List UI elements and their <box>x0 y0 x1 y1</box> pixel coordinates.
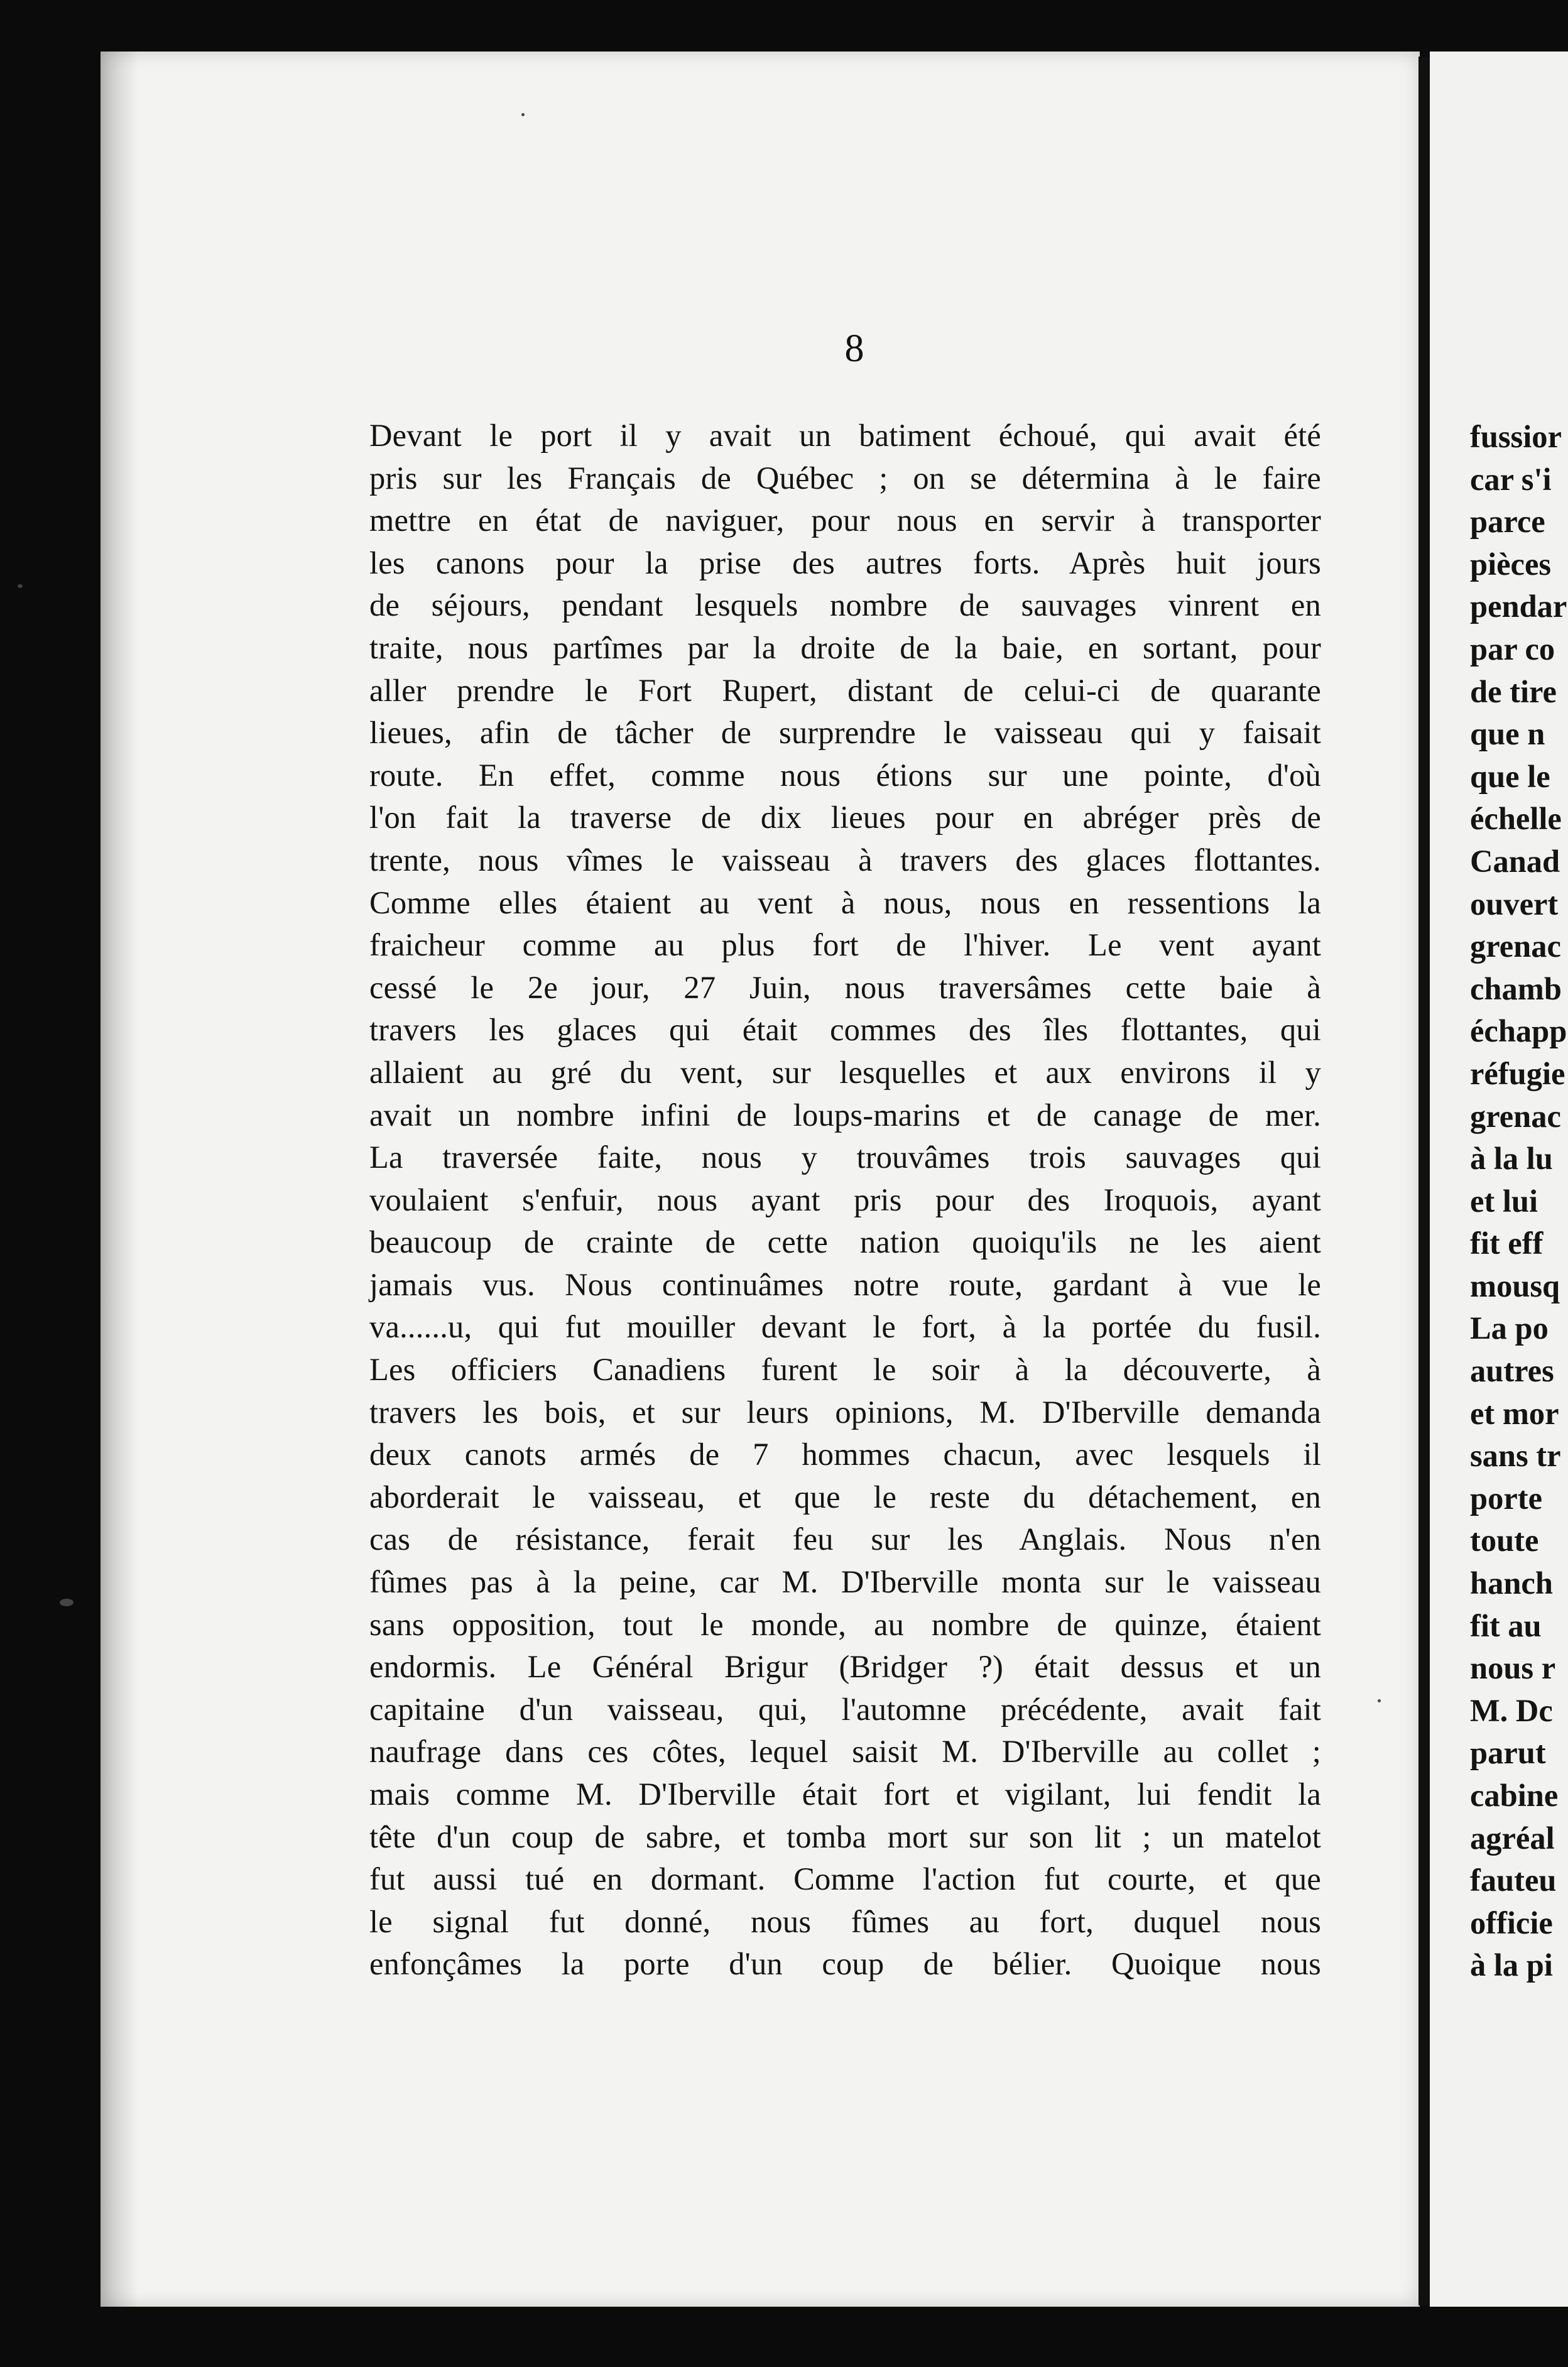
text-line: tête d'un coup de sabre, et tomba mort sur son lit ; un matelot <box>369 1819 1321 1854</box>
right-text-fragment: à la pi <box>1470 1947 1553 1983</box>
text-line: La traversée faite, nous y trouvâmes trois sauvages qui <box>369 1140 1321 1175</box>
text-line: trente, nous vîmes le vaisseau à travers des glaces flottantes. <box>369 842 1321 878</box>
right-text-fragment: fussior <box>1470 419 1562 454</box>
right-page-text-fragments <box>1470 416 1568 1987</box>
right-text-fragment: sans tr <box>1470 1438 1561 1474</box>
right-text-fragment: porte <box>1470 1480 1542 1516</box>
text-line: mettre en état de naviguer, pour nous en servir à transporter <box>369 503 1321 538</box>
text-line: va......u, qui fut mouiller devant le fort, à la portée du fusil. <box>369 1309 1321 1345</box>
text-line: aller prendre le Fort Rupert, distant de celui-ci de quarante <box>369 672 1321 708</box>
text-line: le signal fut donné, nous fûmes au fort, duquel nous <box>369 1903 1321 1939</box>
text-line: lieues, afin de tâcher de surprendre le vaisseau qui y faisait <box>369 715 1321 751</box>
text-line: l'on fait la traverse de dix lieues pour en abréger près de <box>369 800 1321 835</box>
text-line: fûmes pas à la peine, car M. D'Iberville monta sur le vaisseau <box>369 1564 1321 1600</box>
text-line: fut aussi tué en dormant. Comme l'action fut courte, et que <box>369 1861 1321 1897</box>
right-text-fragment: agréal <box>1470 1820 1555 1856</box>
text-line: les canons pour la prise des autres forts. Après huit jours <box>369 545 1321 580</box>
right-text-fragment: car s'i <box>1470 461 1552 497</box>
page-gutter <box>1418 57 1430 2305</box>
scan-speck <box>18 584 23 588</box>
right-text-fragment: ouvert <box>1470 886 1559 922</box>
text-line: endormis. Le Général Brigur (Bridger ?) était dessus et un <box>369 1649 1321 1685</box>
text-line: voulaient s'enfuir, nous ayant pris pour des Iroquois, ayant <box>369 1182 1321 1217</box>
text-line: avait un nombre infini de loups-marins et de canage de mer. <box>369 1097 1321 1133</box>
text-line: Devant le port il y avait un batiment échoué, qui avait été <box>369 418 1321 453</box>
right-text-fragment: pièces <box>1470 546 1552 582</box>
text-line: allaient au gré du vent, sur lesquelles et aux environs il y <box>369 1054 1321 1090</box>
right-text-fragment: autres <box>1470 1353 1554 1389</box>
text-line: naufrage dans ces côtes, lequel saisit M. D'Iberville au collet ; <box>369 1734 1321 1770</box>
right-text-fragment: grenac <box>1470 928 1561 964</box>
text-line: cessé le 2e jour, 27 Juin, nous traversâmes cette baie à <box>369 969 1321 1005</box>
right-text-fragment: officie <box>1470 1905 1553 1940</box>
text-line: sans opposition, tout le monde, au nombre de quinze, étaient <box>369 1606 1321 1642</box>
left-page-text <box>369 415 1321 1986</box>
right-text-fragment: que le <box>1470 758 1550 794</box>
right-text-fragment: M. Dc <box>1470 1692 1553 1728</box>
text-line: fraicheur comme au plus fort de l'hiver. Le vent ayant <box>369 927 1321 963</box>
scan-speck <box>60 1599 74 1606</box>
text-line: pris sur les Français de Québec ; on se détermina à le faire <box>369 460 1321 496</box>
right-text-fragment: cabine <box>1470 1778 1559 1813</box>
text-line: de séjours, pendant lesquels nombre de sauvages vinrent en <box>369 587 1321 623</box>
right-text-fragment: à la lu <box>1470 1141 1553 1177</box>
right-text-fragment: parut <box>1470 1735 1546 1771</box>
right-text-fragment: Canad <box>1470 843 1560 879</box>
scan-speck <box>521 113 525 116</box>
text-line: Les officiers Canadiens furent le soir à la découverte, à <box>369 1352 1321 1388</box>
right-text-fragment: fit au <box>1470 1608 1542 1643</box>
text-line: Comme elles étaient au vent à nous, nous en ressentions la <box>369 884 1321 920</box>
right-text-fragment: réfugie <box>1470 1055 1565 1091</box>
text-line: route. En effet, comme nous étions sur une pointe, d'où <box>369 757 1321 793</box>
right-text-fragment: hanch <box>1470 1565 1553 1601</box>
scan-speck <box>1378 1699 1381 1702</box>
right-text-fragment: et lui <box>1470 1183 1538 1219</box>
text-line: capitaine d'un vaisseau, qui, l'automne précédente, avait fait <box>369 1691 1321 1727</box>
text-line: travers les bois, et sur leurs opinions, M. D'Iberville demanda <box>369 1394 1321 1430</box>
right-text-fragment: de tire <box>1470 673 1557 709</box>
right-text-fragment: échelle <box>1470 801 1562 837</box>
text-line: enfonçâmes la porte d'un coup de bélier. Quoique nous <box>369 1946 1321 1982</box>
right-text-fragment: grenac <box>1470 1098 1561 1134</box>
right-text-fragment: chamb <box>1470 971 1562 1006</box>
right-text-fragment: parce <box>1470 504 1545 540</box>
page-number: 8 <box>844 327 864 370</box>
right-text-fragment: pendar <box>1470 589 1567 624</box>
right-text-fragment: et mor <box>1470 1395 1559 1431</box>
text-line: cas de résistance, ferait feu sur les Anglais. Nous n'en <box>369 1521 1321 1557</box>
text-line: aborderait le vaisseau, et que le reste du détachement, en <box>369 1479 1321 1515</box>
right-text-fragment: toute <box>1470 1523 1539 1559</box>
text-line: mais comme M. D'Iberville était fort et vigilant, lui fendit la <box>369 1777 1321 1812</box>
right-text-fragment: fit eff <box>1470 1226 1544 1261</box>
text-line: travers les glaces qui était commes des îles flottantes, qui <box>369 1012 1321 1048</box>
right-text-fragment: nous r <box>1470 1650 1556 1686</box>
text-line: beaucoup de crainte de cette nation quoiqu'ils ne les aient <box>369 1224 1321 1260</box>
right-text-fragment: mousq <box>1470 1268 1560 1303</box>
text-line: traite, nous partîmes par la droite de la baie, en sortant, pour <box>369 629 1321 665</box>
right-text-fragment: La po <box>1470 1310 1549 1346</box>
right-text-fragment: échapp <box>1470 1013 1567 1049</box>
right-text-fragment: par co <box>1470 631 1555 667</box>
right-text-fragment: que n <box>1470 716 1545 752</box>
right-text-fragment: fauteu <box>1470 1863 1557 1898</box>
text-line: jamais vus. Nous continuâmes notre route, gardant à vue le <box>369 1266 1321 1302</box>
text-line: deux canots armés de 7 hommes chacun, avec lesquels il <box>369 1437 1321 1472</box>
